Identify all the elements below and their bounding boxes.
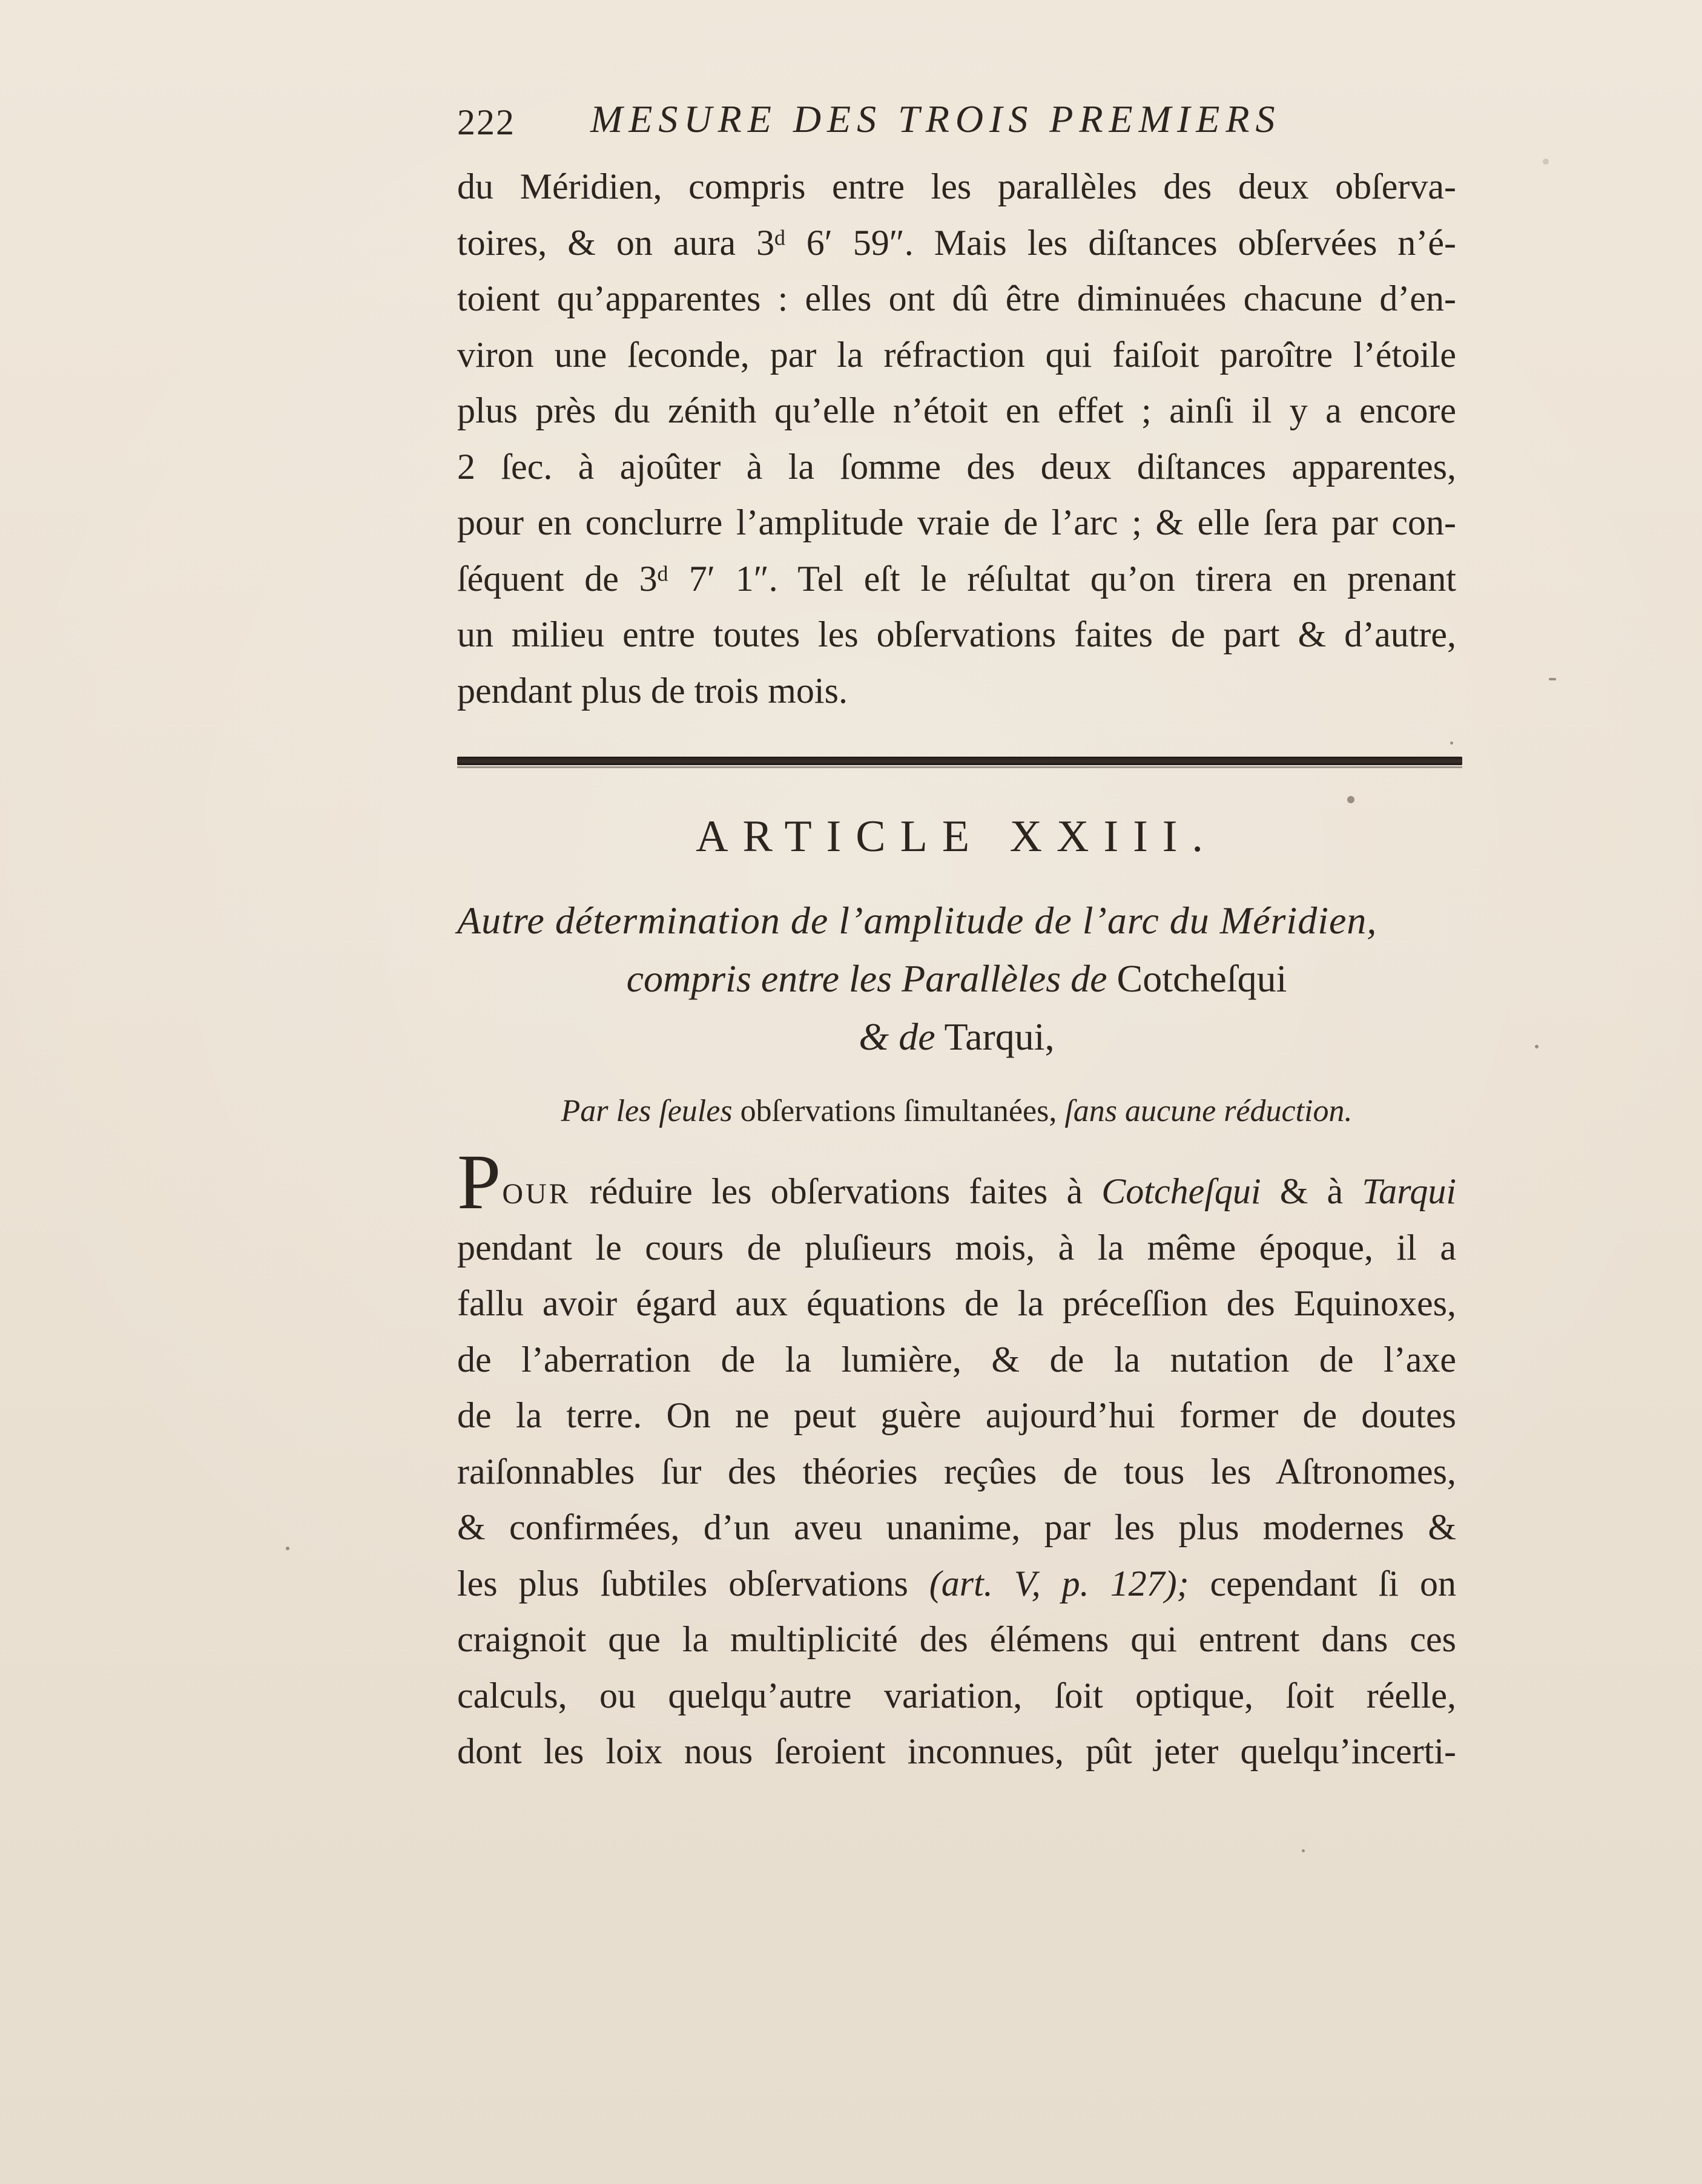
- text-line: de la terre. On ne peut guère aujourd’hui former de doutes: [457, 1395, 1456, 1435]
- reference-citation: (art. V, p. 127);: [929, 1563, 1189, 1603]
- small-caps-word: OUR: [502, 1178, 571, 1210]
- section-rule: [457, 757, 1462, 765]
- text-line: fallu avoir égard aux équations de la préceſſion des Equinoxes,: [457, 1283, 1456, 1323]
- top-paragraph: [457, 159, 1456, 719]
- byline-italic-text: ſans aucune réduction.: [1064, 1094, 1353, 1128]
- paper-speck: [1347, 796, 1354, 803]
- place-name-cotchesqui: Cotcheſqui: [1117, 957, 1287, 1000]
- text-line: un milieu entre toutes les obſervations faites de part & d’autre,: [457, 614, 1456, 654]
- paper-speck: [286, 1547, 289, 1550]
- text-span: les plus ſubtiles obſervations: [457, 1563, 908, 1603]
- text-line: calculs, ou quelqu’autre variation, ſoit optique, ſoit réelle,: [457, 1675, 1456, 1715]
- drop-capital: P: [457, 1139, 501, 1226]
- article-subtitle-line-2: [457, 950, 1456, 1008]
- article-subtitle-line-1: Autre détermination de l’amplitude de l’arc du Méridien,: [457, 899, 1377, 942]
- text-line: du Méridien, compris entre les parallèles des deux obſerva-: [457, 166, 1456, 206]
- place-name-italic: Tarqui: [1362, 1171, 1456, 1211]
- paper-speck: [1535, 1045, 1539, 1048]
- text-line: 2 ſec. à ajoûter à la ſomme des deux diſtances apparentes,: [457, 446, 1456, 487]
- text-line: pendant le cours de pluſieurs mois, à la même époque, il a: [457, 1227, 1456, 1268]
- text-line: toient qu’apparentes : elles ont dû être diminuées chacune d’en-: [457, 278, 1456, 318]
- text-span: réduire les obſervations faites à: [589, 1171, 1083, 1211]
- bottom-paragraph: [457, 1139, 1456, 1780]
- page-number: 222: [457, 102, 515, 142]
- article-byline: [457, 1093, 1456, 1129]
- text-line: viron une ſeconde, par la réfraction qui faiſoit paroître l’étoile: [457, 334, 1456, 375]
- text-line: toires, & on aura 3ᵈ 6′ 59″. Mais les diſtances obſervées n’é-: [457, 222, 1456, 263]
- running-head: [457, 97, 1456, 145]
- article-subtitle-line-3: [457, 1008, 1456, 1066]
- text-line: pendant plus de trois mois.: [457, 670, 848, 711]
- paper-speck: [1302, 1849, 1305, 1852]
- text-line: ſéquent de 3ᵈ 7′ 1″. Tel eſt le réſultat qu’on tirera en prenant: [457, 558, 1456, 599]
- text-line: plus près du zénith qu’elle n’étoit en effet ; ainſi il y a encore: [457, 390, 1456, 430]
- text-line-first: [457, 1139, 1456, 1226]
- subtitle-italic-text: & de: [859, 1015, 935, 1058]
- byline-roman-text: obſervations ſimultanées,: [740, 1094, 1057, 1128]
- text-span: & à: [1279, 1171, 1344, 1211]
- section-rule-shadow: [457, 766, 1462, 768]
- subtitle-italic-text: compris entre les Parallèles de: [626, 957, 1107, 1000]
- text-line: pour en conclurre l’amplitude vraie de l’arc ; & elle ſera par con-: [457, 502, 1456, 542]
- paper-speck: [1543, 159, 1549, 165]
- text-line: [457, 1556, 1456, 1612]
- paper-speck: [1549, 678, 1556, 680]
- text-line: raiſonnables ſur des théories reçûes de tous les Aſtronomes,: [457, 1451, 1456, 1492]
- text-line: dont les loix nous ſeroient inconnues, pût jeter quelqu’incerti-: [457, 1731, 1456, 1771]
- running-title: MESURE DES TROIS PREMIERS: [590, 97, 1281, 140]
- text-line: & confirmées, d’un aveu unanime, par les plus modernes &: [457, 1507, 1456, 1547]
- article-heading: ARTICLE XXIII.: [696, 812, 1218, 861]
- text-line: de l’aberration de la lumière, & de la nutation de l’axe: [457, 1339, 1456, 1380]
- text-line: craignoit que la multiplicité des élémens qui entrent dans ces: [457, 1619, 1456, 1659]
- place-name-tarqui: Tarqui,: [944, 1015, 1055, 1058]
- byline-italic-text: Par les ſeules: [561, 1094, 733, 1128]
- paper-speck: [1450, 742, 1453, 745]
- place-name-italic: Cotcheſqui: [1101, 1171, 1261, 1211]
- text-span: cependant ſi on: [1210, 1563, 1456, 1603]
